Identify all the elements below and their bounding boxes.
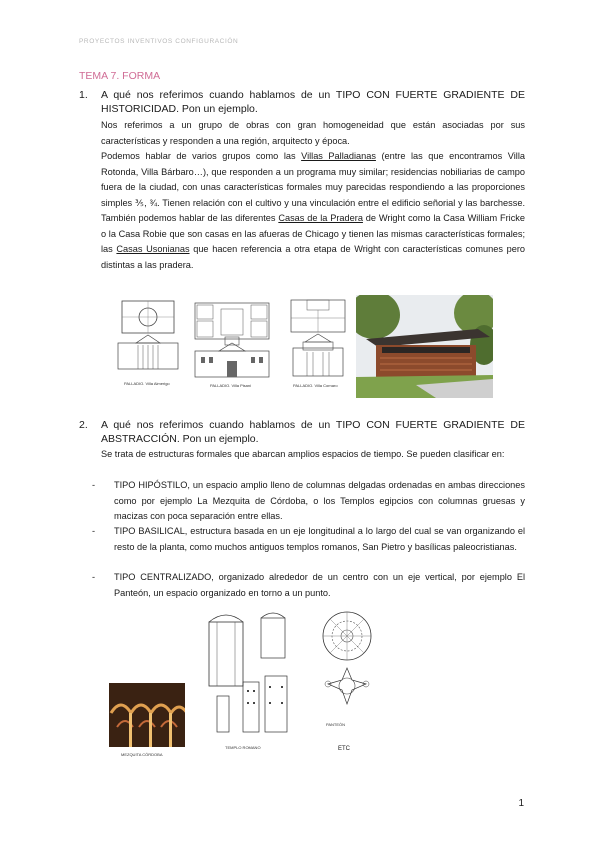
villa-almerigo-drawing — [114, 297, 182, 379]
question-line: HISTORICIDAD. Pon un ejemplo. — [101, 103, 258, 115]
page-number: 1 — [518, 798, 524, 809]
etc-label: ETC — [338, 746, 350, 752]
bullet-dash: - — [92, 526, 96, 536]
image-caption: PALLADIO. Villa Pisani — [210, 383, 251, 388]
list-item-hipostilo — [92, 478, 525, 525]
prairie-house-photo — [356, 295, 493, 398]
text-run: Podemos hablar de varios grupos como las — [101, 151, 302, 161]
villa-pisani-drawing — [191, 299, 273, 381]
list-item-basilical — [92, 524, 525, 555]
text-run: (entre las que encontramos Villa Rotonda, Villa Bárbaro…), que responden a un programa muy similar; residencias nobiliarias de campo fuera de la ciudad, con unas características formales muy parecidas respondiendo a las proporciones simples ⅗, ¾. Tienen relación con el cultivo y una vinculación entre el edificio señorial y las barchesse. También podemos hablar de las diferentes — [101, 151, 525, 223]
question-line: ABSTRACCIÓN. Pon un ejemplo. — [101, 433, 259, 445]
image-caption: MEZQUITA CÓRDOBA — [121, 752, 163, 757]
question-line: A qué nos referimos cuando hablamos de un TIPO CON FUERTE GRADIENTE DE — [101, 89, 525, 101]
list-item-text: TIPO HIPÓSTILO, un espacio amplio lleno de columnas delgadas ordenadas en ambas direcciones como por ejemplo La Mezquita de Córdoba, o los Templos egipcios con columnas gruesas y macizas con poca separación entre ellas. — [114, 480, 525, 521]
question-number: 2. — [79, 419, 88, 431]
list-item-centralizado — [92, 570, 525, 601]
text-run: de Wright como la Casa William Fricke o la Casa Robie que son casas en las afueras de Chicago y tienen las mismas características formales; las — [101, 213, 526, 254]
question-1 — [79, 88, 525, 116]
topic-title: TEMA 7. FORMA — [79, 70, 161, 82]
answer-2-paragraph-1: Se trata de estructuras formales que abarcan amplios espacios de tiempo. Se pueden clasificar en: — [101, 449, 505, 459]
answer-1-paragraph-1: Nos referimos a un grupo de obras con gran homogeneidad que están asociadas por sus características y responden a una región, arquitecto y época. — [101, 120, 525, 146]
villa-cornaro-drawing — [287, 296, 349, 384]
bullet-dash: - — [92, 572, 96, 582]
link-villas-palladianas[interactable]: Villas Palladianas — [301, 151, 376, 161]
mezquita-cordoba-photo — [109, 683, 185, 747]
image-caption: PANTEÓN — [326, 722, 346, 727]
image-caption: PALLADIO. Villa Cornaro — [293, 383, 338, 388]
text-run: que hacen referencia a otra etapa de Wright con características comunes pero distintas a las pradera. — [101, 244, 525, 270]
list-item-text: TIPO CENTRALIZADO, organizado alrededor de un centro con un eje vertical, por ejemplo El Panteón, un espacio organizado en torno a un punto. — [114, 572, 525, 598]
running-header: PROYECTOS INVENTIVOS CONFIGURACIÓN — [79, 38, 239, 45]
link-casas-usonianas[interactable]: Casas Usonianas — [116, 244, 190, 254]
link-casas-pradera[interactable]: Casas de la Pradera — [278, 213, 363, 223]
list-item-text: TIPO BASILICAL, estructura basada en un eje longitudinal a lo largo del cual se van organizando el resto de la planta, como muchos antiguos templos romanos, San Pietro y basílicas paleocristianas. — [114, 526, 525, 552]
image-caption: PALLADIO. Villa Almerigo — [124, 381, 170, 386]
image-caption: TEMPLO ROMANO — [225, 745, 261, 750]
bullet-dash: - — [92, 480, 96, 490]
question-line: A qué nos referimos cuando hablamos de un TIPO CON FUERTE GRADIENTE DE — [101, 419, 525, 431]
basilica-plans-drawing — [203, 606, 313, 742]
question-2 — [79, 418, 525, 446]
answer-1-paragraph-2 — [101, 149, 525, 273]
central-plan-drawing — [316, 608, 378, 720]
question-number: 1. — [79, 89, 88, 101]
